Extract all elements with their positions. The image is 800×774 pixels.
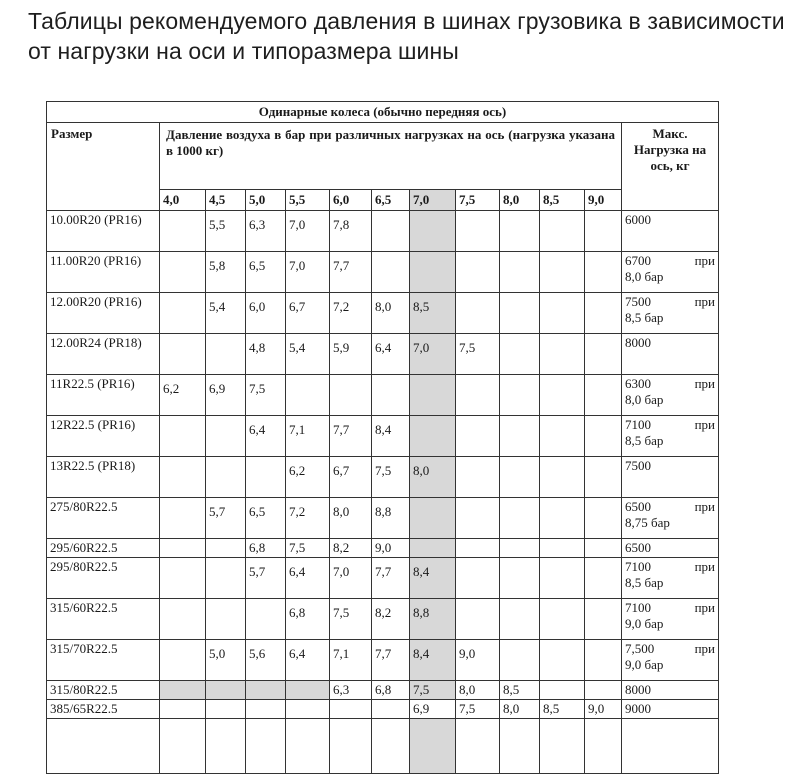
pressure-cell [372, 211, 410, 252]
tire-size-cell: 275/80R22.5 [47, 498, 160, 539]
pressure-cell [540, 681, 585, 700]
pressure-cell [160, 334, 206, 375]
pressure-cell [410, 416, 456, 457]
pressure-cell: 6,9 [206, 375, 246, 416]
pressure-cell: 6,4 [286, 640, 330, 681]
pressure-cell [372, 252, 410, 293]
pressure-cell: 6,7 [330, 457, 372, 498]
pressure-cell: 8,0 [410, 457, 456, 498]
max-load-condition: при [694, 499, 715, 514]
max-load-value: 8000 [625, 335, 651, 350]
load-value-cell: 7,0 [410, 190, 456, 211]
empty-row [47, 719, 719, 774]
pressure-cell [500, 539, 540, 558]
load-value-cell: 6,5 [372, 190, 410, 211]
pressure-cell: 9,0 [456, 640, 500, 681]
pressure-cell [540, 640, 585, 681]
table-row [47, 539, 719, 558]
pressure-cell [540, 375, 585, 416]
pressure-cell: 8,0 [456, 681, 500, 700]
tire-size-cell: 295/60R22.5 [47, 539, 160, 558]
pressure-cell [585, 457, 622, 498]
pressure-cell [540, 211, 585, 252]
pressure-cell [500, 375, 540, 416]
pressure-cell: 6,0 [246, 293, 286, 334]
pressure-cell [372, 700, 410, 719]
pressure-cell [540, 416, 585, 457]
pressure-cell [500, 558, 540, 599]
pressure-cell [456, 599, 500, 640]
max-load-condition: при [694, 376, 715, 391]
tire-size-cell: 12.00R24 (PR18) [47, 334, 160, 375]
pressure-cell: 7,5 [456, 700, 500, 719]
pressure-cell [585, 252, 622, 293]
pressure-cell [540, 334, 585, 375]
pressure-cell [500, 252, 540, 293]
pressure-cell: 8,0 [500, 700, 540, 719]
pressure-cell: 7,7 [330, 252, 372, 293]
pressure-cell [500, 640, 540, 681]
table-row [47, 498, 719, 539]
max-load-value: 6700 [625, 253, 651, 268]
pressure-cell [585, 558, 622, 599]
pressure-cell: 5,9 [330, 334, 372, 375]
pressure-cell [456, 498, 500, 539]
table-row [47, 211, 719, 252]
pressure-cell: 5,7 [246, 558, 286, 599]
max-load-cell [622, 375, 719, 416]
max-load-cell [622, 539, 719, 558]
pressure-cell: 5,0 [206, 640, 246, 681]
pressure-cell: 6,4 [372, 334, 410, 375]
pressure-cell [585, 293, 622, 334]
pressure-cell: 7,1 [286, 416, 330, 457]
pressure-cell: 4,8 [246, 334, 286, 375]
pressure-cell [585, 681, 622, 700]
tire-size-cell: 315/70R22.5 [47, 640, 160, 681]
pressure-cell: 7,5 [286, 539, 330, 558]
pressure-cell [160, 599, 206, 640]
pressure-cell [540, 457, 585, 498]
pressure-cell [585, 539, 622, 558]
table-row [47, 293, 719, 334]
max-load-pressure: 8,0 бар [625, 269, 664, 284]
pressure-cell: 6,2 [286, 457, 330, 498]
max-load-value: 8000 [625, 682, 651, 697]
pressure-cell [456, 211, 500, 252]
pressure-cell: 7,5 [456, 334, 500, 375]
max-load-condition: при [694, 641, 715, 656]
pressure-cell [540, 293, 585, 334]
pressure-cell [410, 498, 456, 539]
pressure-cell: 5,6 [246, 640, 286, 681]
max-load-value: 7100 [625, 600, 651, 615]
max-load-pressure: 9,0 бар [625, 616, 664, 631]
max-load-pressure: 9,0 бар [625, 657, 664, 672]
max-load-value: 6500 [625, 499, 651, 514]
tire-size-cell: 315/60R22.5 [47, 599, 160, 640]
table-body [47, 211, 719, 719]
load-value-cell: 9,0 [585, 190, 622, 211]
pressure-cell: 8,8 [410, 599, 456, 640]
pressure-cell [160, 700, 206, 719]
pressure-cell: 6,3 [330, 681, 372, 700]
pressure-cell: 7,5 [372, 457, 410, 498]
pressure-cell: 8,5 [540, 700, 585, 719]
table-row [47, 334, 719, 375]
table-row [47, 700, 719, 719]
pressure-cell: 8,4 [410, 558, 456, 599]
pressure-cell [500, 498, 540, 539]
pressure-cell [206, 416, 246, 457]
pressure-cell: 7,0 [286, 252, 330, 293]
max-load-condition: при [694, 600, 715, 615]
max-load-cell [622, 211, 719, 252]
pressure-cell: 6,3 [246, 211, 286, 252]
pressure-cell: 7,5 [410, 681, 456, 700]
pressure-cell [206, 334, 246, 375]
pressure-cell [410, 211, 456, 252]
pressure-cell [456, 375, 500, 416]
pressure-cell: 8,0 [330, 498, 372, 539]
pressure-cell: 7,0 [330, 558, 372, 599]
load-value-cell: 4,0 [160, 190, 206, 211]
pressure-cell: 6,8 [372, 681, 410, 700]
table-row [47, 640, 719, 681]
pressure-cell: 6,9 [410, 700, 456, 719]
pressure-cell: 8,4 [372, 416, 410, 457]
pressure-cell: 5,5 [206, 211, 246, 252]
pressure-cell [456, 558, 500, 599]
pressure-cell [160, 681, 206, 700]
pressure-cell: 7,5 [330, 599, 372, 640]
max-load-pressure: 8,0 бар [625, 392, 664, 407]
pressure-cell [585, 599, 622, 640]
pressure-cell: 6,5 [246, 498, 286, 539]
pressure-cell [540, 558, 585, 599]
pressure-cell: 8,2 [372, 599, 410, 640]
max-load-header: Макс. Нагрузка на ось, кг [622, 123, 719, 211]
max-load-pressure: 8,5 бар [625, 433, 664, 448]
max-load-pressure: 8,75 бар [625, 515, 670, 530]
pressure-cell [540, 498, 585, 539]
table-row [47, 681, 719, 700]
pressure-cell [160, 416, 206, 457]
pressure-cell [330, 700, 372, 719]
pressure-cell: 7,7 [330, 416, 372, 457]
pressure-cell: 5,8 [206, 252, 246, 293]
max-load-value: 7,500 [625, 641, 655, 656]
pressure-cell [540, 252, 585, 293]
pressure-cell [585, 640, 622, 681]
pressure-cell: 8,5 [410, 293, 456, 334]
pressure-cell [286, 700, 330, 719]
tire-size-cell: 385/65R22.5 [47, 700, 160, 719]
pressure-cell: 6,2 [160, 375, 206, 416]
pressure-cell [246, 700, 286, 719]
max-load-cell [622, 640, 719, 681]
pressure-cell [410, 375, 456, 416]
pressure-cell: 7,7 [372, 640, 410, 681]
page-title: Таблицы рекомендуемого давления в шинах грузовика в зависимости от нагрузки на оси и типоразмера шины [28, 8, 785, 64]
pressure-cell [160, 252, 206, 293]
pressure-cell [160, 457, 206, 498]
pressure-cell [372, 375, 410, 416]
pressure-cell [500, 457, 540, 498]
max-load-cell [622, 700, 719, 719]
max-load-value: 7500 [625, 294, 651, 309]
load-value-cell: 8,5 [540, 190, 585, 211]
pressure-cell [206, 681, 246, 700]
pressure-cell [585, 375, 622, 416]
pressure-cell [456, 252, 500, 293]
pressure-cell [286, 375, 330, 416]
pressure-cell: 7,5 [246, 375, 286, 416]
max-load-condition: при [694, 559, 715, 574]
pressure-cell: 8,4 [410, 640, 456, 681]
pressure-cell [500, 416, 540, 457]
pressure-cell [456, 457, 500, 498]
pressure-cell [410, 539, 456, 558]
pressure-cell [540, 599, 585, 640]
max-load-cell [622, 498, 719, 539]
pressure-cell [585, 498, 622, 539]
max-load-value: 6000 [625, 212, 651, 227]
tire-size-cell: 12.00R20 (PR16) [47, 293, 160, 334]
pressure-cell [286, 681, 330, 700]
table-row [47, 375, 719, 416]
pressure-cell [410, 252, 456, 293]
pressure-cell: 7,0 [286, 211, 330, 252]
pressure-cell [246, 599, 286, 640]
table-row [47, 457, 719, 498]
pressure-cell [500, 599, 540, 640]
max-load-value: 7500 [625, 458, 651, 473]
pressure-cell [456, 293, 500, 334]
pressure-cell: 7,2 [286, 498, 330, 539]
pressure-cell: 6,7 [286, 293, 330, 334]
load-value-cell: 6,0 [330, 190, 372, 211]
load-value-cell: 4,5 [206, 190, 246, 211]
max-load-pressure: 8,5 бар [625, 575, 664, 590]
max-load-cell [622, 252, 719, 293]
max-load-pressure: 8,5 бар [625, 310, 664, 325]
pressure-cell [206, 457, 246, 498]
pressure-cell: 6,4 [246, 416, 286, 457]
max-load-condition: при [694, 417, 715, 432]
pressure-cell: 5,4 [206, 293, 246, 334]
pressure-cell: 6,8 [246, 539, 286, 558]
pressure-cell: 6,5 [246, 252, 286, 293]
pressure-cell [456, 416, 500, 457]
max-load-value: 7100 [625, 559, 651, 574]
pressure-cell: 7,8 [330, 211, 372, 252]
table-row [47, 416, 719, 457]
pressure-cell: 5,7 [206, 498, 246, 539]
pressure-cell [206, 539, 246, 558]
pressure-cell: 6,8 [286, 599, 330, 640]
pressure-cell [160, 558, 206, 599]
max-load-cell [622, 457, 719, 498]
load-value-cell: 5,0 [246, 190, 286, 211]
pressure-header: Давление воздуха в бар при различных нагрузках на ось (нагрузка указана в 1000 кг) [160, 123, 622, 190]
max-load-cell [622, 293, 719, 334]
pressure-cell: 7,0 [410, 334, 456, 375]
pressure-cell: 7,1 [330, 640, 372, 681]
pressure-cell [585, 416, 622, 457]
table-row [47, 599, 719, 640]
tire-size-cell: 315/80R22.5 [47, 681, 160, 700]
pressure-cell [160, 539, 206, 558]
pressure-cell [160, 640, 206, 681]
pressure-cell: 5,4 [286, 334, 330, 375]
pressure-cell [540, 539, 585, 558]
pressure-cell [585, 334, 622, 375]
pressure-cell [500, 211, 540, 252]
pressure-cell [160, 498, 206, 539]
pressure-cell [246, 681, 286, 700]
load-value-cell: 8,0 [500, 190, 540, 211]
max-load-cell [622, 599, 719, 640]
max-load-cell [622, 558, 719, 599]
table-row [47, 558, 719, 599]
pressure-cell: 9,0 [372, 539, 410, 558]
pressure-cell [330, 375, 372, 416]
pressure-cell: 8,8 [372, 498, 410, 539]
pressure-cell: 6,4 [286, 558, 330, 599]
tire-size-cell: 295/80R22.5 [47, 558, 160, 599]
tire-size-cell: 11R22.5 (PR16) [47, 375, 160, 416]
tire-size-cell: 12R22.5 (PR16) [47, 416, 160, 457]
max-load-value: 9000 [625, 701, 651, 716]
pressure-cell: 8,5 [500, 681, 540, 700]
load-value-cell: 7,5 [456, 190, 500, 211]
pressure-cell: 7,2 [330, 293, 372, 334]
pressure-cell: 8,0 [372, 293, 410, 334]
tire-pressure-table [46, 101, 719, 774]
max-load-cell [622, 334, 719, 375]
pressure-cell [160, 211, 206, 252]
tire-size-cell: 13R22.5 (PR18) [47, 457, 160, 498]
max-load-value: 6300 [625, 376, 651, 391]
table-row [47, 252, 719, 293]
max-load-cell [622, 416, 719, 457]
pressure-cell: 7,7 [372, 558, 410, 599]
pressure-cell [206, 558, 246, 599]
table-caption: Одинарные колеса (обычно передняя ось) [47, 102, 719, 123]
tire-size-cell: 10.00R20 (PR16) [47, 211, 160, 252]
max-load-value: 6500 [625, 540, 651, 555]
load-value-cell: 5,5 [286, 190, 330, 211]
pressure-cell [206, 700, 246, 719]
pressure-cell [206, 599, 246, 640]
pressure-cell [500, 334, 540, 375]
max-load-condition: при [694, 294, 715, 309]
tire-size-cell: 11.00R20 (PR16) [47, 252, 160, 293]
pressure-cell [500, 293, 540, 334]
pressure-cell [246, 457, 286, 498]
max-load-condition: при [694, 253, 715, 268]
pressure-cell: 9,0 [585, 700, 622, 719]
pressure-cell: 8,2 [330, 539, 372, 558]
size-header: Размер [47, 123, 160, 211]
pressure-cell [160, 293, 206, 334]
pressure-cell [585, 211, 622, 252]
max-load-value: 7100 [625, 417, 651, 432]
pressure-cell [456, 539, 500, 558]
max-load-cell [622, 681, 719, 700]
